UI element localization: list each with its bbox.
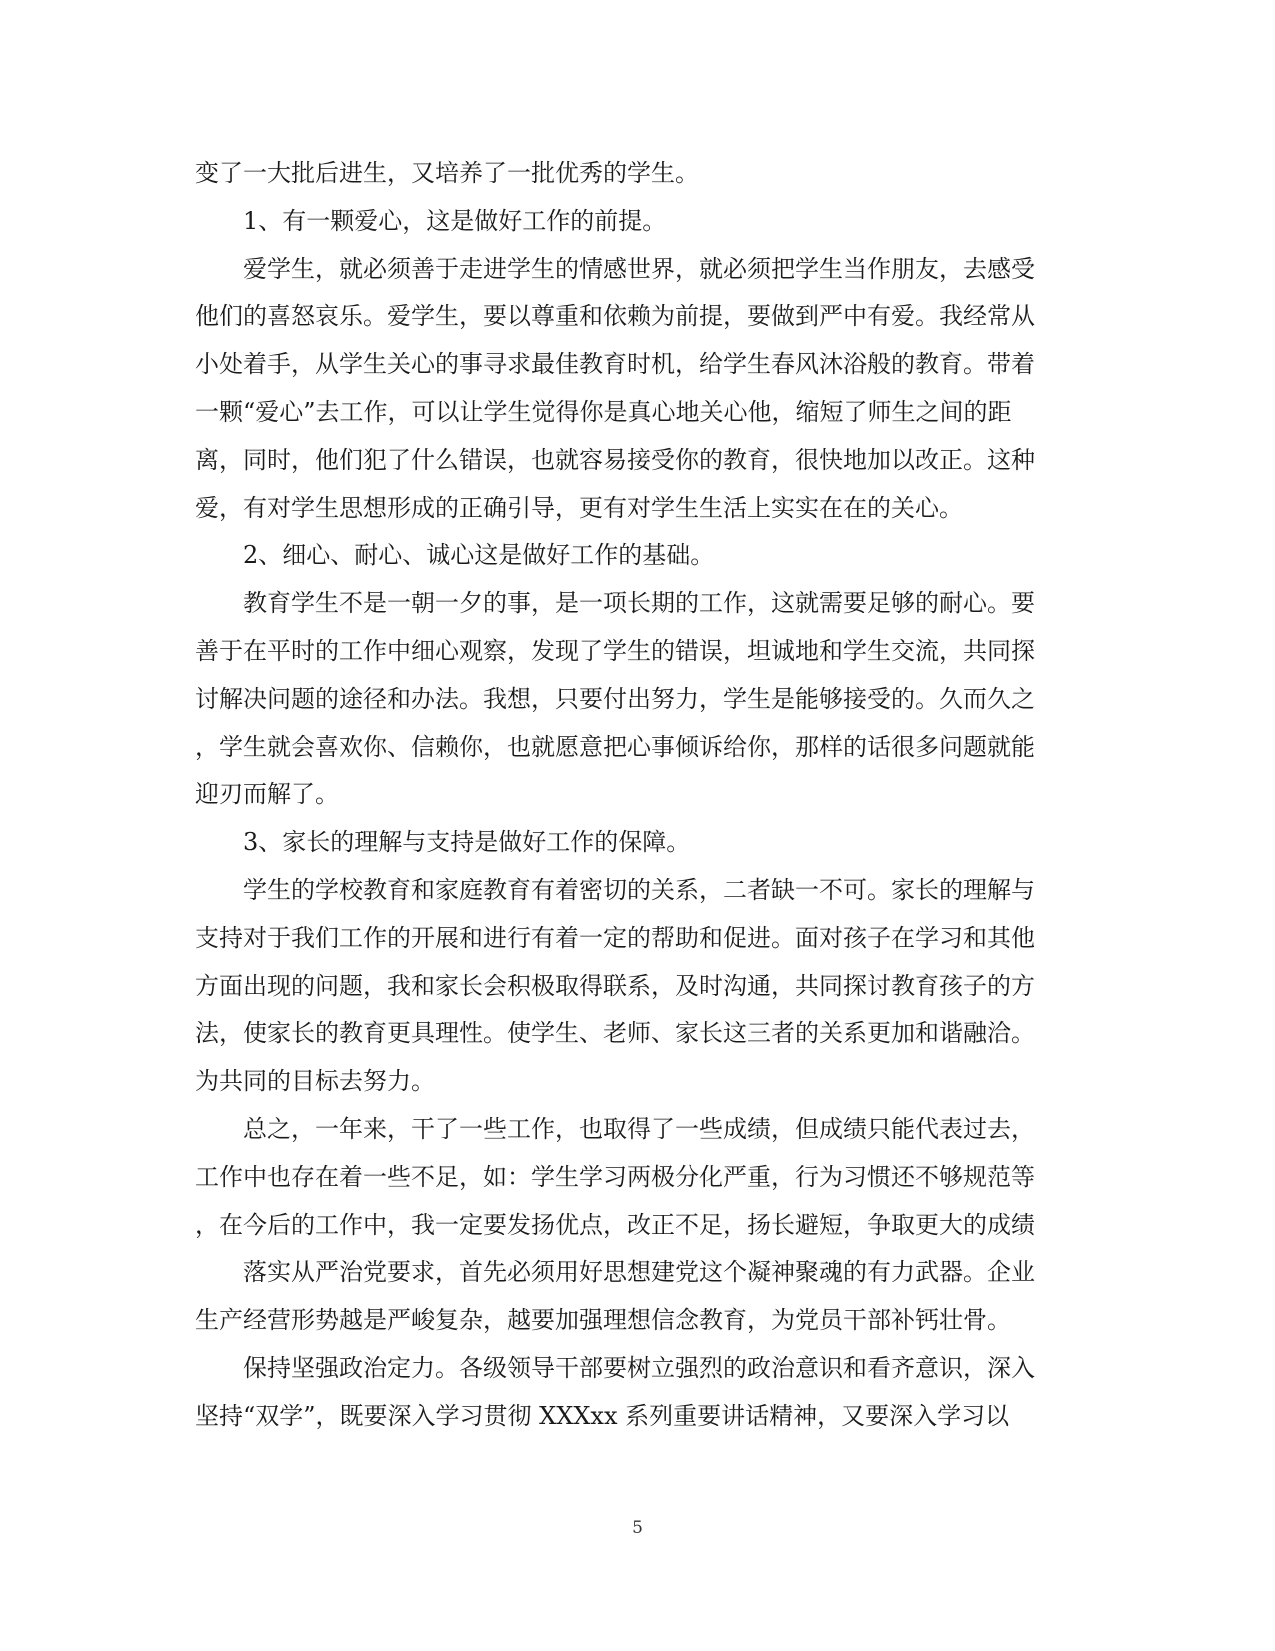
text-line: 小处着手，从学生关心的事寻求最佳教育时机，给学生春风沐浴般的教育。带着 [195,350,1035,379]
page-number: 5 [632,1518,643,1538]
text-line: 坚持“双学”，既要深入学习贯彻 XXXxx 系列重要讲话精神，又要深入学习以 [195,1401,1010,1430]
text-line: 学生的学校教育和家庭教育有着密切的关系，二者缺一不可。家长的理解与 [243,875,1035,904]
text-line: 方面出现的问题，我和家长会积极取得联系，及时沟通，共同探讨教育孩子的方 [195,971,1035,1000]
text-line: 一颗“爱心”去工作，可以让学生觉得你是真心地关心他，缩短了师生之间的距 [195,397,1012,426]
text-line: 2、细心、耐心、诚心这是做好工作的基础。 [243,541,715,570]
text-line: 总之，一年来，干了一些工作，也取得了一些成绩，但成绩只能代表过去， [243,1114,1035,1143]
text-line: 变了一大批后进生，又培养了一批优秀的学生。 [195,159,699,187]
text-line: 工作中也存在着一些不足，如：学生学习两极分化严重，行为习惯还不够规范等 [195,1162,1035,1191]
text-line: 讨解决问题的途径和办法。我想，只要付出努力，学生是能够接受的。久而久之 [195,684,1035,713]
text-line: 生产经营形势越是严峻复杂，越要加强理想信念教育，为党员干部补钙壮骨。 [195,1306,1011,1335]
text-line: 为共同的目标去努力。 [195,1067,435,1096]
text-line: 离，同时，他们犯了什么错误，也就容易接受你的教育，很快地加以改正。这种 [195,445,1035,474]
text-line: 爱，有对学生思想形成的正确引导，更有对学生生活上实实在在的关心。 [195,493,963,522]
text-line: 法，使家长的教育更具理性。使学生、老师、家长这三者的关系更加和谐融洽。 [195,1019,1035,1048]
text-line: ，学生就会喜欢你、信赖你，也就愿意把心事倾诉给你，那样的话很多问题就能 [195,732,1035,761]
text-line: 爱学生，就必须善于走进学生的情感世界，就必须把学生当作朋友，去感受 [243,254,1035,283]
text-line: 迎刃而解了。 [195,780,339,809]
text-line: 支持对于我们工作的开展和进行有着一定的帮助和促进。面对孩子在学习和其他 [195,923,1035,952]
text-line: 1、有一颗爱心，这是做好工作的前提。 [243,206,667,235]
text-line: 他们的喜怒哀乐。爱学生，要以尊重和依赖为前提，要做到严中有爱。我经常从 [195,302,1035,331]
body-text [195,150,1065,1441]
text-line: 善于在平时的工作中细心观察，发现了学生的错误，坦诚地和学生交流，共同探 [195,636,1035,665]
text-line: 落实从严治党要求，首先必须用好思想建党这个凝神聚魂的有力武器。企业 [243,1258,1035,1287]
text-line: 3、家长的理解与支持是做好工作的保障。 [243,828,691,857]
text-line: ，在今后的工作中，我一定要发扬优点，改正不足，扬长避短，争取更大的成绩 [195,1210,1035,1239]
text-line: 教育学生不是一朝一夕的事，是一项长期的工作，这就需要足够的耐心。要 [243,589,1035,618]
text-line: 保持坚强政治定力。各级领导干部要树立强烈的政治意识和看齐意识，深入 [243,1353,1035,1382]
